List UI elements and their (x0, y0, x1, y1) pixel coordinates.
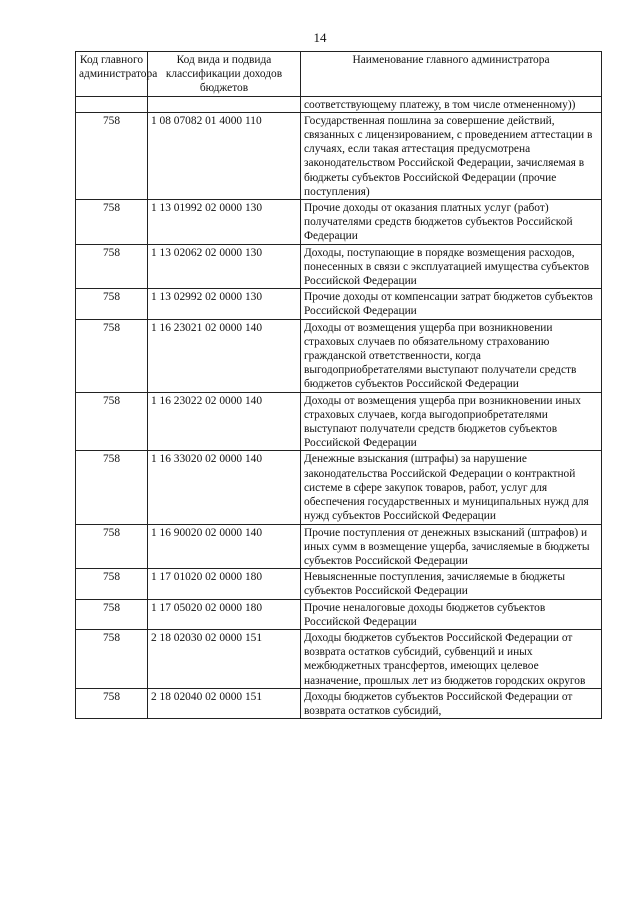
admin-code-cell: 758 (76, 599, 148, 629)
kbk-code-cell: 1 13 01992 02 0000 130 (148, 200, 301, 245)
table-row (76, 688, 602, 718)
admin-code-cell: 758 (76, 392, 148, 451)
admin-code-cell: 758 (76, 319, 148, 392)
admin-code-cell: 758 (76, 688, 148, 718)
kbk-code-cell: 1 16 23022 02 0000 140 (148, 392, 301, 451)
table-row (76, 319, 602, 392)
admin-code-cell: 758 (76, 524, 148, 569)
table-row (76, 629, 602, 688)
admin-code-cell: 758 (76, 244, 148, 289)
header-kbk-code: Код вида и подвида классификации доходов бюджетов (148, 52, 301, 97)
kbk-code-cell: 1 13 02992 02 0000 130 (148, 289, 301, 319)
table-row (76, 451, 602, 524)
admin-code-cell: 758 (76, 289, 148, 319)
admin-name-cell: Прочие доходы от компенсации затрат бюджетов субъектов Российской Федерации (301, 289, 602, 319)
admin-code-cell: 758 (76, 112, 148, 199)
admin-code-cell: 758 (76, 569, 148, 599)
kbk-code-cell: 1 16 90020 02 0000 140 (148, 524, 301, 569)
admin-name-cell: Доходы бюджетов субъектов Российской Федерации от возврата остатков субсидий, субвенций и иных межбюджетных трансфертов, имеющих целевое назначение, прошлых лет из бюджетов городских округов (301, 629, 602, 688)
header-admin-code: Код главного администратора (76, 52, 148, 97)
table-row (76, 392, 602, 451)
kbk-code-cell: 1 16 33020 02 0000 140 (148, 451, 301, 524)
revenue-administrators-table (75, 51, 602, 719)
table-row (76, 112, 602, 199)
admin-name-cell: Доходы от возмещения ущерба при возникновении страховых случаев по обязательному страхованию гражданской ответственности, когда выгодоприобретателями выступают получатели средств бюджетов субъектов Российской Федерации (301, 319, 602, 392)
table-row (76, 289, 602, 319)
page-number: 14 (313, 30, 327, 45)
admin-name-cell: Государственная пошлина за совершение действий, связанных с лицензированием, с проведением аттестации в случаях, если такая аттестация предусмотрена законодательством Российской Федерации, зачисляемая в бюджеты субъектов Российской Федерации (прочие поступления) (301, 112, 602, 199)
kbk-code-cell: 1 13 02062 02 0000 130 (148, 244, 301, 289)
admin-name-cell: Прочие неналоговые доходы бюджетов субъектов Российской Федерации (301, 599, 602, 629)
admin-name-cell: Прочие доходы от оказания платных услуг (работ) получателями средств бюджетов субъектов Российской Федерации (301, 200, 602, 245)
admin-name-cell: Доходы, поступающие в порядке возмещения расходов, понесенных в связи с эксплуатацией имущества субъектов Российской Федерации (301, 244, 602, 289)
admin-name-cell: Денежные взыскания (штрафы) за нарушение законодательства Российской Федерации о контрактной системе в сфере закупок товаров, работ, услуг для обеспечения государственных и муниципальных нужд для нужд субъектов Российской Федерации (301, 451, 602, 524)
kbk-code-cell: 1 16 23021 02 0000 140 (148, 319, 301, 392)
kbk-code-cell: 1 17 01020 02 0000 180 (148, 569, 301, 599)
table-header-row (76, 52, 602, 97)
admin-name-cell: Прочие поступления от денежных взысканий (штрафов) и иных сумм в возмещение ущерба, зачисляемые в бюджеты субъектов Российской Федерации (301, 524, 602, 569)
admin-code-cell: 758 (76, 451, 148, 524)
admin-name-cell: Доходы от возмещения ущерба при возникновении иных страховых случаев, когда выгодоприобретателями выступают получатели средств бюджетов субъектов Российской Федерации (301, 392, 602, 451)
admin-name-cell: Доходы бюджетов субъектов Российской Федерации от возврата остатков субсидий, (301, 688, 602, 718)
kbk-code-cell: 1 17 05020 02 0000 180 (148, 599, 301, 629)
kbk-code-cell: 1 08 07082 01 4000 110 (148, 112, 301, 199)
continuation-row (76, 96, 602, 112)
kbk-code-cell: 2 18 02040 02 0000 151 (148, 688, 301, 718)
continuation-text: соответствующему платежу, в том числе отмененному)) (301, 96, 602, 112)
table-row (76, 244, 602, 289)
table-row (76, 200, 602, 245)
admin-code-cell: 758 (76, 629, 148, 688)
admin-code-cell: 758 (76, 200, 148, 245)
header-admin-name: Наименование главного администратора (301, 52, 602, 97)
table-row (76, 599, 602, 629)
admin-name-cell: Невыясненные поступления, зачисляемые в бюджеты субъектов Российской Федерации (301, 569, 602, 599)
kbk-code-cell: 2 18 02030 02 0000 151 (148, 629, 301, 688)
table-row (76, 524, 602, 569)
table-row (76, 569, 602, 599)
